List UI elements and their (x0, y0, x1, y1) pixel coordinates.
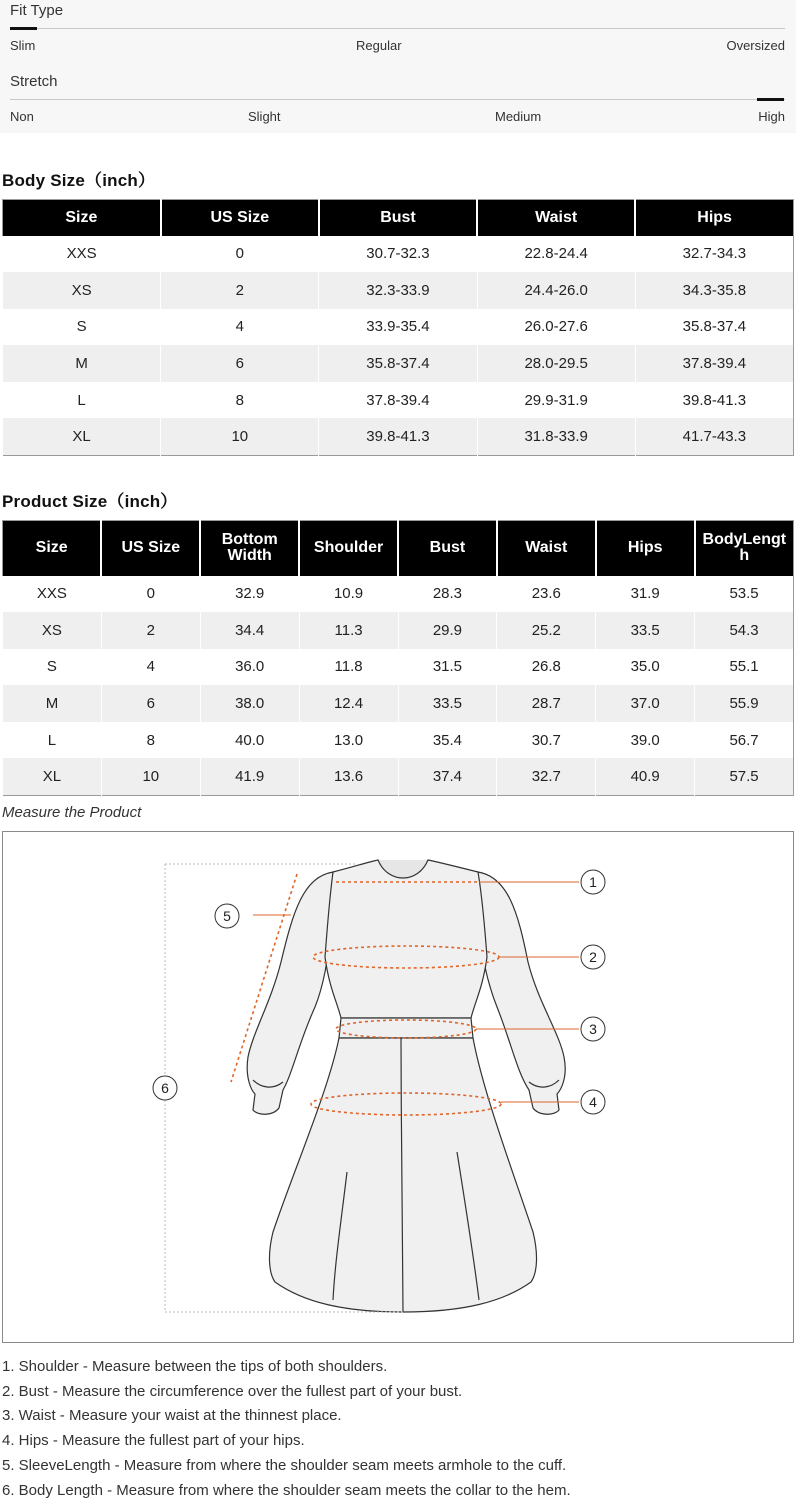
stretch-title: Stretch (10, 73, 58, 90)
callout-1-label: 1 (589, 874, 597, 890)
table-cell: 10.9 (299, 576, 398, 613)
instruction-bust: 2. Bust - Measure the circumference over the fullest part of your bust. (2, 1382, 463, 1400)
table-cell: 11.3 (299, 612, 398, 649)
table-cell: 30.7-32.3 (319, 236, 477, 273)
fit-type-label-slim: Slim (10, 38, 36, 53)
table-cell: L (3, 382, 161, 419)
table-cell: 55.9 (695, 685, 794, 722)
product-size-header-bottom-width: Bottom Width (200, 521, 299, 576)
stretch-label-high: High (758, 109, 785, 124)
dress-illustration (247, 860, 565, 1312)
table-cell: 28.3 (398, 576, 497, 613)
callout-3-icon (581, 1017, 605, 1041)
table-cell: XL (3, 758, 102, 795)
table-cell: 35.4 (398, 722, 497, 759)
table-cell: 36.0 (200, 649, 299, 686)
callout-5-icon (215, 904, 239, 928)
table-cell: 32.7 (497, 758, 596, 795)
dress-measurement-diagram (3, 832, 793, 1342)
callout-5-label: 5 (223, 908, 231, 924)
body-size-header-waist: Waist (477, 200, 635, 236)
table-cell: 33.5 (596, 612, 695, 649)
table-cell: S (3, 309, 161, 346)
table-cell: 35.8-37.4 (635, 309, 793, 346)
table-cell: 12.4 (299, 685, 398, 722)
table-cell: 29.9 (398, 612, 497, 649)
table-cell: 40.0 (200, 722, 299, 759)
callout-6-icon (153, 1076, 177, 1100)
table-row (3, 722, 794, 759)
table-cell: 40.9 (596, 758, 695, 795)
fit-stretch-panel (0, 0, 796, 133)
body-size-table (2, 199, 794, 456)
table-cell: 37.4 (398, 758, 497, 795)
table-cell: 38.0 (200, 685, 299, 722)
fit-type-label-regular: Regular (356, 38, 402, 53)
table-row (3, 345, 794, 382)
product-size-table (2, 520, 794, 796)
product-size-title: Product Size（inch） (2, 492, 178, 511)
product-size-header-shoulder: Shoulder (299, 521, 398, 576)
stretch-label-medium: Medium (495, 109, 542, 124)
table-row (3, 649, 794, 686)
table-cell: 37.8-39.4 (319, 382, 477, 419)
callout-3-label: 3 (589, 1021, 597, 1037)
table-cell: 8 (161, 382, 319, 419)
product-size-header-bust: Bust (398, 521, 497, 576)
product-size-header-us-size: US Size (101, 521, 200, 576)
table-cell: 32.3-33.9 (319, 272, 477, 309)
table-cell: 56.7 (695, 722, 794, 759)
fit-type-selected-marker (10, 27, 37, 30)
table-row (3, 576, 794, 613)
table-cell: 31.8-33.9 (477, 418, 635, 455)
table-cell: 37.0 (596, 685, 695, 722)
callout-4-label: 4 (589, 1094, 597, 1110)
table-row (3, 612, 794, 649)
table-cell: 0 (101, 576, 200, 613)
table-cell: 26.8 (497, 649, 596, 686)
instruction-shoulder: 1. Shoulder - Measure between the tips of both shoulders. (2, 1358, 388, 1375)
table-cell: S (3, 649, 102, 686)
table-cell: 13.0 (299, 722, 398, 759)
table-cell: 28.0-29.5 (477, 345, 635, 382)
table-cell: 35.8-37.4 (319, 345, 477, 382)
stretch-selected-marker (757, 98, 784, 101)
table-cell: 31.9 (596, 576, 695, 613)
instruction-waist: 3. Waist - Measure your waist at the thinnest place. (2, 1407, 342, 1425)
table-cell: 28.7 (497, 685, 596, 722)
callout-6-label: 6 (161, 1080, 169, 1096)
table-cell: 4 (161, 309, 319, 346)
fit-type-scale-track (10, 28, 785, 29)
table-cell: 34.4 (200, 612, 299, 649)
table-row (3, 418, 794, 455)
table-cell: XS (3, 612, 102, 649)
table-cell: 55.1 (695, 649, 794, 686)
table-cell: 23.6 (497, 576, 596, 613)
table-cell: 39.0 (596, 722, 695, 759)
table-cell: 6 (101, 685, 200, 722)
table-cell: 8 (101, 722, 200, 759)
stretch-label-non: Non (10, 109, 34, 124)
table-cell: M (3, 345, 161, 382)
table-cell: 4 (101, 649, 200, 686)
table-cell: 54.3 (695, 612, 794, 649)
body-size-title: Body Size（inch） (2, 171, 156, 190)
fit-type-title: Fit Type (10, 2, 64, 19)
table-cell: XXS (3, 236, 161, 273)
table-cell: M (3, 685, 102, 722)
table-cell: XL (3, 418, 161, 455)
table-cell: 57.5 (695, 758, 794, 795)
table-cell: 31.5 (398, 649, 497, 686)
table-cell: 39.8-41.3 (319, 418, 477, 455)
measure-caption: Measure the Product (2, 804, 142, 821)
table-cell: 34.3-35.8 (635, 272, 793, 309)
table-cell: 32.9 (200, 576, 299, 613)
body-size-header-us-size: US Size (161, 200, 319, 236)
table-row (3, 309, 794, 346)
callout-1-icon (581, 870, 605, 894)
table-row (3, 382, 794, 419)
table-row (3, 272, 794, 309)
table-cell: 10 (161, 418, 319, 455)
table-cell: XXS (3, 576, 102, 613)
instruction-body-length: 6. Body Length - Measure from where the shoulder seam meets the collar to the hem. (2, 1481, 571, 1499)
table-cell: 39.8-41.3 (635, 382, 793, 419)
table-cell: 53.5 (695, 576, 794, 613)
table-row (3, 758, 794, 795)
fit-type-label-oversized: Oversized (726, 38, 785, 53)
table-cell: 26.0-27.6 (477, 309, 635, 346)
stretch-label-slight: Slight (248, 109, 281, 124)
table-cell: 29.9-31.9 (477, 382, 635, 419)
table-cell: 22.8-24.4 (477, 236, 635, 273)
product-size-header-size: Size (3, 521, 102, 576)
table-cell: 33.9-35.4 (319, 309, 477, 346)
table-cell: 11.8 (299, 649, 398, 686)
table-cell: 30.7 (497, 722, 596, 759)
callout-2-label: 2 (589, 949, 597, 965)
product-size-header-hips: Hips (596, 521, 695, 576)
table-cell: 37.8-39.4 (635, 345, 793, 382)
table-cell: 41.9 (200, 758, 299, 795)
body-size-header-size: Size (3, 200, 161, 236)
table-cell: 13.6 (299, 758, 398, 795)
instruction-sleeve-length: 5. SleeveLength - Measure from where the shoulder seam meets armhole to the cuff. (2, 1456, 567, 1474)
table-cell: 10 (101, 758, 200, 795)
stretch-scale-track (10, 99, 785, 100)
table-cell: 0 (161, 236, 319, 273)
callout-4-icon (581, 1090, 605, 1114)
measure-diagram-panel (2, 831, 794, 1343)
table-cell: 41.7-43.3 (635, 418, 793, 455)
table-row (3, 236, 794, 273)
measurement-instructions (2, 1355, 571, 1503)
body-size-header-hips: Hips (635, 200, 793, 236)
instruction-hips: 4. Hips - Measure the fullest part of your hips. (2, 1432, 305, 1450)
table-cell: 35.0 (596, 649, 695, 686)
table-cell: L (3, 722, 102, 759)
table-cell: 33.5 (398, 685, 497, 722)
table-row (3, 685, 794, 722)
table-cell: 25.2 (497, 612, 596, 649)
table-cell: 2 (161, 272, 319, 309)
table-cell: 32.7-34.3 (635, 236, 793, 273)
table-cell: 2 (101, 612, 200, 649)
table-cell: XS (3, 272, 161, 309)
callout-2-icon (581, 945, 605, 969)
body-size-header-bust: Bust (319, 200, 477, 236)
table-cell: 6 (161, 345, 319, 382)
product-size-header-body-length: BodyLength (695, 521, 794, 576)
table-cell: 24.4-26.0 (477, 272, 635, 309)
product-size-header-waist: Waist (497, 521, 596, 576)
